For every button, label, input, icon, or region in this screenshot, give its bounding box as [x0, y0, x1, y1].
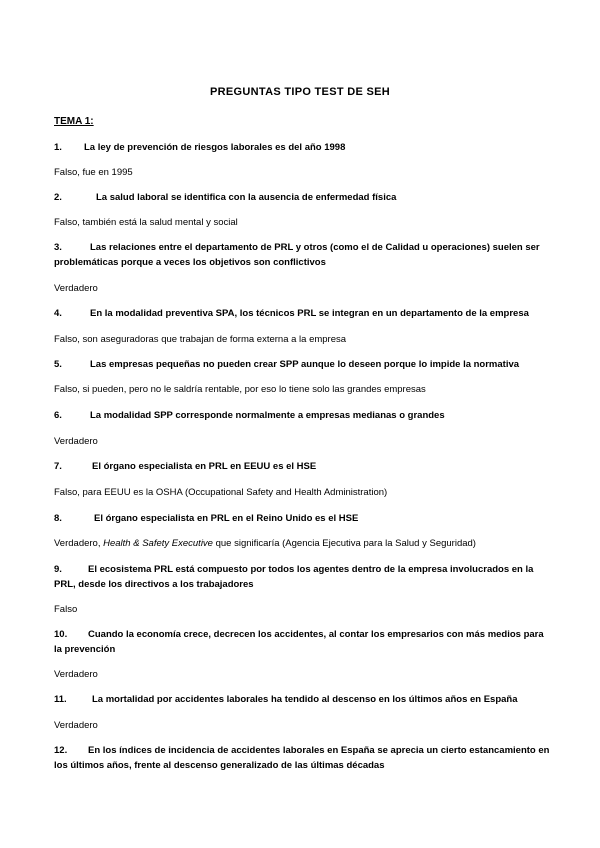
answer-2: Falso, también está la salud mental y social: [54, 217, 238, 228]
question-number: 5.: [54, 359, 62, 370]
answer-9: Falso: [54, 604, 78, 615]
question-10: [54, 627, 550, 657]
answer-5: Falso, si pueden, pero no le saldría rentable, por eso lo tiene solo las grandes empresas: [54, 384, 426, 395]
question-number: 2.: [54, 192, 62, 203]
question-text: La mortalidad por accidentes laborales ha tendido al descenso en los últimos años en España: [92, 694, 518, 705]
document-title: PREGUNTAS TIPO TEST DE SEH: [210, 86, 390, 98]
question-text: La modalidad SPP corresponde normalmente a empresas medianas o grandes: [90, 410, 445, 421]
question-5: [54, 357, 550, 372]
question-number: 1.: [54, 142, 62, 153]
answer-emphasis: Health & Safety Executive: [103, 538, 213, 549]
question-11: [54, 692, 550, 707]
question-text: Cuando la economía crece, decrecen los accidentes, al contar los empresarios con más medios para la prevención: [54, 629, 544, 655]
question-9: [54, 562, 550, 592]
question-text: El órgano especialista en PRL en el Reino Unido es el HSE: [94, 513, 359, 524]
section-heading: TEMA 1:: [54, 116, 94, 127]
question-text: Las relaciones entre el departamento de PRL y otros (como el de Calidad u operaciones) suelen ser problemáticas porque a veces los objetivos son conflictivos: [54, 242, 540, 268]
question-number: 10.: [54, 629, 68, 640]
question-number: 3.: [54, 242, 62, 253]
answer-8: [54, 536, 550, 551]
question-number: 6.: [54, 410, 62, 421]
question-number: 11.: [54, 694, 67, 705]
question-text: En los índices de incidencia de accidentes laborales en España se aprecia un cierto estancamiento en los últimos años, frente al descenso generalizado de las últimas décadas: [54, 745, 550, 771]
answer-3: Verdadero: [54, 283, 98, 294]
question-number: 12.: [54, 745, 68, 756]
question-number: 8.: [54, 513, 62, 524]
question-number: 7.: [54, 461, 62, 472]
question-12: [54, 743, 550, 773]
question-text: La salud laboral se identifica con la ausencia de enfermedad física: [96, 192, 397, 203]
question-text: La ley de prevención de riesgos laborales es del año 1998: [84, 142, 346, 153]
answer-10: Verdadero: [54, 669, 98, 680]
question-4: [54, 306, 550, 321]
question-7: [54, 459, 550, 474]
question-text: El órgano especialista en PRL en EEUU es el HSE: [92, 461, 317, 472]
answer-4: Falso, son aseguradoras que trabajan de forma externa a la empresa: [54, 334, 347, 345]
answer-1: Falso, fue en 1995: [54, 167, 133, 178]
answer-suffix: que significaría (Agencia Ejecutiva para la Salud y Seguridad): [212, 538, 476, 549]
question-text: En la modalidad preventiva SPA, los técnicos PRL se integran en un departamento de la empresa: [90, 308, 529, 319]
question-text: Las empresas pequeñas no pueden crear SPP aunque lo deseen porque lo impide la normativa: [90, 359, 520, 370]
answer-6: Verdadero: [54, 436, 98, 447]
question-3: [54, 240, 550, 270]
question-2: [54, 190, 550, 205]
question-6: [54, 408, 550, 423]
question-1: [54, 140, 550, 155]
question-number: 9.: [54, 564, 62, 575]
answer-11: Verdadero: [54, 720, 98, 731]
question-number: 4.: [54, 308, 62, 319]
answer-7: Falso, para EEUU es la OSHA (Occupational Safety and Health Administration): [54, 487, 388, 498]
question-8: [54, 511, 550, 526]
question-text: El ecosistema PRL está compuesto por todos los agentes dentro de la empresa involucrados en la PRL, desde los directivos a los trabajadores: [54, 564, 534, 590]
answer-prefix: Verdadero,: [54, 538, 104, 549]
